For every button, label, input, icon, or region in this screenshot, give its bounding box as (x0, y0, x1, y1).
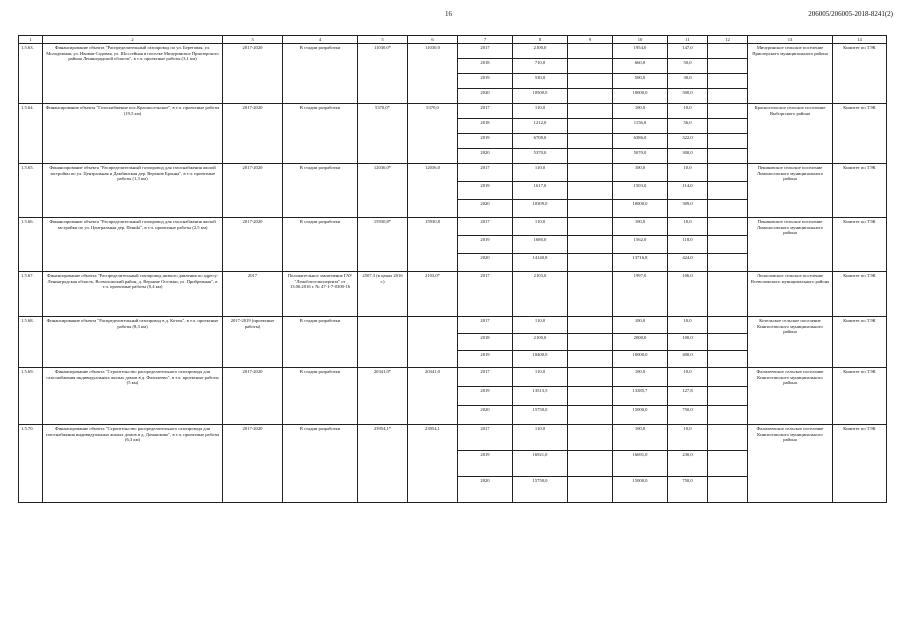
year-cell: 2017 (458, 44, 513, 59)
amount-regional: 1156,0 (613, 119, 668, 134)
amount-col12 (708, 351, 748, 368)
estimated-cost: 15930,8* (358, 218, 408, 272)
total-financing: 2103,0* (408, 272, 458, 317)
year-cell: 2019 (458, 387, 513, 406)
amount-col12 (708, 368, 748, 387)
amount-col12 (708, 149, 748, 164)
amount-col9 (568, 368, 613, 387)
amount-col9 (568, 218, 613, 236)
amount-local: 500,0 (668, 89, 708, 104)
implementation-period: 2017-2019 (проектные работы) (223, 317, 283, 368)
design-stage: В стадии разработки (283, 44, 358, 104)
design-stage: В стадии разработки (283, 425, 358, 503)
amount-total: 10400,0 (513, 351, 568, 368)
responsible-committee: Комитет по ТЭК (833, 164, 887, 218)
amount-regional: 16691,0 (613, 451, 668, 477)
amount-col12 (708, 451, 748, 477)
amount-col9 (568, 406, 613, 425)
amount-total: 1617,0 (513, 182, 568, 200)
year-cell: 2020 (458, 406, 513, 425)
year-cell: 2017 (458, 218, 513, 236)
item-number: 1.5.64. (19, 104, 43, 164)
total-financing: 20341,0 (408, 368, 458, 425)
amount-col12 (708, 272, 748, 317)
amount-regional: 500,0 (613, 74, 668, 89)
amount-col12 (708, 406, 748, 425)
column-number: 9 (568, 36, 613, 44)
estimated-cost (358, 317, 408, 368)
amount-total: 2100,0 (513, 334, 568, 351)
responsible-committee: Комитет по ТЭК (833, 272, 887, 317)
amount-local: 322,0 (668, 134, 708, 149)
estimated-cost: 11030,0* (358, 44, 408, 104)
estimated-cost: 23954,1* (358, 425, 408, 503)
implementation-period: 2017-2020 (223, 164, 283, 218)
table-row (19, 218, 887, 236)
year-cell: 2020 (458, 200, 513, 218)
amount-regional: 1997,0 (613, 272, 668, 317)
amount-local: 30,0 (668, 74, 708, 89)
amount-local: 118,0 (668, 236, 708, 254)
amount-local: 106,0 (668, 272, 708, 317)
amount-col9 (568, 44, 613, 59)
amount-col12 (708, 134, 748, 149)
amount-total: 110,0 (513, 164, 568, 182)
amount-regional: 100,0 (613, 368, 668, 387)
implementation-period: 2017-2020 (223, 368, 283, 425)
column-number: 12 (708, 36, 748, 44)
year-cell: 2020 (458, 254, 513, 272)
financing-table (18, 35, 887, 503)
object-name: Финансирование объекта "Газоснабжение пос.Красносельское", в т.ч. проектные работы (19,5 км) (43, 104, 223, 164)
implementation-period: 2017-2020 (223, 104, 283, 164)
column-number: 3 (223, 36, 283, 44)
amount-col9 (568, 425, 613, 451)
amount-local: 100,0 (668, 334, 708, 351)
year-cell: 2019 (458, 182, 513, 200)
year-cell: 2019 (458, 351, 513, 368)
year-cell: 2017 (458, 104, 513, 119)
estimated-cost: 2507,3 (в ценах 2016 г.) (358, 272, 408, 317)
amount-local: 50,0 (668, 59, 708, 74)
amount-total: 110,0 (513, 104, 568, 119)
amount-regional: 100,0 (613, 164, 668, 182)
amount-total: 14140,8 (513, 254, 568, 272)
settlement-name: Мичуринское сельское поселение Приозерского муниципального района (748, 44, 833, 104)
column-number: 6 (408, 36, 458, 44)
amount-col12 (708, 387, 748, 406)
amount-total: 15750,0 (513, 406, 568, 425)
amount-col12 (708, 164, 748, 182)
amount-col9 (568, 351, 613, 368)
object-name: Финансирование объекта "Распределительный газопровод по ул. Береговая, ул. Молодежная, ул. Ивовая-Садовая, ул. Шоссейная в поселке Мичуринское Приозерского района Ленинградской области", в т.ч. проектные работы (3,1 км) (43, 44, 223, 104)
amount-col9 (568, 477, 613, 503)
year-cell: 2017 (458, 317, 513, 334)
amount-col9 (568, 387, 613, 406)
amount-col12 (708, 236, 748, 254)
settlement-name: Котельское сельское поселение Кингисеппского муниципального района (748, 317, 833, 368)
amount-col12 (708, 334, 748, 351)
year-cell: 2017 (458, 272, 513, 317)
amount-col12 (708, 74, 748, 89)
amount-local: 10,0 (668, 425, 708, 451)
settlement-name: Фалилеевское сельское поселение Кингисеппского муниципального района (748, 425, 833, 503)
design-stage: В стадии разработки (283, 317, 358, 368)
design-stage: В стадии разработки (283, 104, 358, 164)
implementation-period: 2017 (223, 272, 283, 317)
amount-col9 (568, 200, 613, 218)
object-name: Финансирование объекта "Строительство распределительного газопровода для газоснабжения индивидуальных жилых домов в д. Домашково", в т.ч. проектные работы (6,3 км) (43, 425, 223, 503)
amount-local: 10,0 (668, 368, 708, 387)
column-number: 14 (833, 36, 887, 44)
amount-regional: 2000,0 (613, 334, 668, 351)
column-number: 1 (19, 36, 43, 44)
amount-regional: 6386,0 (613, 134, 668, 149)
table-row (19, 104, 887, 119)
year-cell: 2017 (458, 164, 513, 182)
column-number: 7 (458, 36, 513, 44)
amount-total: 5370,0 (513, 149, 568, 164)
amount-local: 230,0 (668, 451, 708, 477)
amount-local: 750,0 (668, 477, 708, 503)
item-number: 1.5.69. (19, 368, 43, 425)
column-number-row (19, 36, 887, 44)
item-number: 1.5.68. (19, 317, 43, 368)
object-name: Финансирование объекта "Строительство распределительного газопровода для газоснабжения индивидуальных жилых домов в д. Фалилеево", в т.ч. проектные работы (5 км) (43, 368, 223, 425)
year-cell: 2018 (458, 59, 513, 74)
amount-col12 (708, 200, 748, 218)
table-row (19, 44, 887, 59)
object-name: Финансирование объекта "Распределительный газопровод низкого давления по адресу: Ленинградская область, Всеволожский район, д. Верхние Осельки, ул. Прибрежная", в т.ч. проектные работы (0,4 км) (43, 272, 223, 317)
amount-col9 (568, 236, 613, 254)
responsible-committee: Комитет по ТЭК (833, 104, 887, 164)
year-cell: 2018 (458, 334, 513, 351)
estimated-cost: 12036,0* (358, 164, 408, 218)
amount-col12 (708, 317, 748, 334)
amount-col12 (708, 254, 748, 272)
responsible-committee: Комитет по ТЭК (833, 368, 887, 425)
amount-col9 (568, 164, 613, 182)
amount-col9 (568, 59, 613, 74)
amount-col12 (708, 182, 748, 200)
amount-regional: 100,0 (613, 104, 668, 119)
amount-total: 16921,0 (513, 451, 568, 477)
amount-local: 300,0 (668, 149, 708, 164)
amount-total: 710,0 (513, 59, 568, 74)
settlement-name: Пениковское сельское поселение Ломоносовского муниципального района (748, 218, 833, 272)
year-cell: 2019 (458, 236, 513, 254)
amount-col12 (708, 218, 748, 236)
amount-total: 110,0 (513, 368, 568, 387)
item-number: 1.5.63. (19, 44, 43, 104)
amount-local: 56,0 (668, 119, 708, 134)
amount-local: 10,0 (668, 104, 708, 119)
amount-col9 (568, 254, 613, 272)
table-row (19, 317, 887, 334)
amount-col12 (708, 425, 748, 451)
amount-total: 13513,5 (513, 387, 568, 406)
amount-local: 10,0 (668, 164, 708, 182)
amount-regional: 100,0 (613, 317, 668, 334)
responsible-committee: Комитет по ТЭК (833, 317, 887, 368)
amount-col12 (708, 119, 748, 134)
amount-col12 (708, 44, 748, 59)
column-number: 2 (43, 36, 223, 44)
amount-total: 10309,0 (513, 200, 568, 218)
responsible-committee: Комитет по ТЭК (833, 218, 887, 272)
amount-total: 1680,0 (513, 236, 568, 254)
amount-local: 400,0 (668, 351, 708, 368)
amount-col9 (568, 272, 613, 317)
design-stage: В стадии разработки (283, 368, 358, 425)
amount-col9 (568, 119, 613, 134)
amount-col12 (708, 89, 748, 104)
total-financing: 23954,1 (408, 425, 458, 503)
amount-regional: 15000,0 (613, 406, 668, 425)
page-number: 16 (445, 10, 452, 18)
implementation-period: 2017-2020 (223, 425, 283, 503)
column-number: 4 (283, 36, 358, 44)
amount-local: 10,0 (668, 317, 708, 334)
total-financing: 5370,0 (408, 104, 458, 164)
amount-col12 (708, 477, 748, 503)
total-financing: 12036,0 (408, 164, 458, 218)
amount-col9 (568, 74, 613, 89)
design-stage: В стадии разработки (283, 218, 358, 272)
object-name: Финансирование объекта "Распределительный газопровод в д. Котлы", в т.ч. проектные работы (8,3 км) (43, 317, 223, 368)
responsible-committee: Комитет по ТЭК (833, 44, 887, 104)
amount-col9 (568, 182, 613, 200)
amount-col9 (568, 317, 613, 334)
amount-regional: 1562,0 (613, 236, 668, 254)
amount-regional: 100,0 (613, 218, 668, 236)
year-cell: 2017 (458, 425, 513, 451)
amount-local: 10,0 (668, 218, 708, 236)
settlement-name: Красносельское сельское поселение Выборгского района (748, 104, 833, 164)
amount-regional: 13716,8 (613, 254, 668, 272)
amount-regional: 5070,0 (613, 149, 668, 164)
amount-total: 1212,0 (513, 119, 568, 134)
amount-col9 (568, 134, 613, 149)
amount-total: 2100,0 (513, 44, 568, 59)
table-row (19, 368, 887, 387)
amount-regional: 13385,7 (613, 387, 668, 406)
total-financing (408, 317, 458, 368)
settlement-name: Лесколовское сельское поселение Всеволожского муниципального района (748, 272, 833, 317)
item-number: 1.5.70. (19, 425, 43, 503)
amount-regional: 10000,0 (613, 200, 668, 218)
column-number: 11 (668, 36, 708, 44)
amount-local: 147,0 (668, 44, 708, 59)
amount-local: 127,8 (668, 387, 708, 406)
amount-regional: 660,0 (613, 59, 668, 74)
amount-regional: 1503,0 (613, 182, 668, 200)
column-number: 10 (613, 36, 668, 44)
year-cell: 2020 (458, 89, 513, 104)
responsible-committee: Комитет по ТЭК (833, 425, 887, 503)
implementation-period: 2017-2020 (223, 44, 283, 104)
amount-regional: 1954,0 (613, 44, 668, 59)
year-cell: 2019 (458, 74, 513, 89)
column-number: 5 (358, 36, 408, 44)
amount-col9 (568, 451, 613, 477)
amount-regional: 15000,0 (613, 477, 668, 503)
amount-local: 424,0 (668, 254, 708, 272)
item-number: 1.5.66. (19, 218, 43, 272)
design-stage: Положительное заключение ГАУ "Леноблгосэкспертиза" от 13.06.2016 г. № 47-1-7-0300-16 (283, 272, 358, 317)
table-row (19, 164, 887, 182)
year-cell: 2018 (458, 119, 513, 134)
amount-total: 110,0 (513, 425, 568, 451)
item-number: 1.5.67. (19, 272, 43, 317)
column-number: 8 (513, 36, 568, 44)
table-row (19, 425, 887, 451)
implementation-period: 2017-2020 (223, 218, 283, 272)
amount-total: 530,0 (513, 74, 568, 89)
amount-total: 6708,0 (513, 134, 568, 149)
table-row (19, 272, 887, 317)
amount-total: 2103,0 (513, 272, 568, 317)
amount-local: 750,0 (668, 406, 708, 425)
year-cell: 2019 (458, 451, 513, 477)
amount-local: 309,0 (668, 200, 708, 218)
total-financing: 11030,0 (408, 44, 458, 104)
amount-regional: 100,0 (613, 425, 668, 451)
object-name: Финансирование объекта "Распределительный газопровод для газоснабжения жилой застройки по ул. Центральная дер. Пениki", в т.ч. проектные работы (2,5 км) (43, 218, 223, 272)
design-stage: В стадии разработки (283, 164, 358, 218)
amount-local: 114,0 (668, 182, 708, 200)
year-cell: 2017 (458, 368, 513, 387)
total-financing: 15930,8 (408, 218, 458, 272)
year-cell: 2020 (458, 477, 513, 503)
amount-col9 (568, 104, 613, 119)
amount-col9 (568, 149, 613, 164)
object-name: Финансирование объекта "Распределительный газопровод для газоснабжения жилой застройки по ул. Центральная и Дамбинская дер. Верхние Бронна", в т.ч. проектные работы (1,3 км) (43, 164, 223, 218)
amount-total: 15750,0 (513, 477, 568, 503)
amount-col9 (568, 89, 613, 104)
amount-regional: 10000,0 (613, 351, 668, 368)
amount-total: 10500,0 (513, 89, 568, 104)
settlement-name: Фалилеевское сельское поселение Кингисеппского муниципального района (748, 368, 833, 425)
amount-col12 (708, 59, 748, 74)
year-cell: 2020 (458, 149, 513, 164)
estimated-cost: 5370,0* (358, 104, 408, 164)
amount-col9 (568, 334, 613, 351)
amount-col12 (708, 104, 748, 119)
settlement-name: Пениковское сельское поселение Ломоносовского муниципального района (748, 164, 833, 218)
amount-regional: 10000,0 (613, 89, 668, 104)
estimated-cost: 20341,0* (358, 368, 408, 425)
item-number: 1.5.65. (19, 164, 43, 218)
amount-total: 110,0 (513, 317, 568, 334)
column-number: 13 (748, 36, 833, 44)
amount-total: 110,0 (513, 218, 568, 236)
document-code: 206005/206005-2018-8241(2) (808, 10, 893, 18)
year-cell: 2019 (458, 134, 513, 149)
